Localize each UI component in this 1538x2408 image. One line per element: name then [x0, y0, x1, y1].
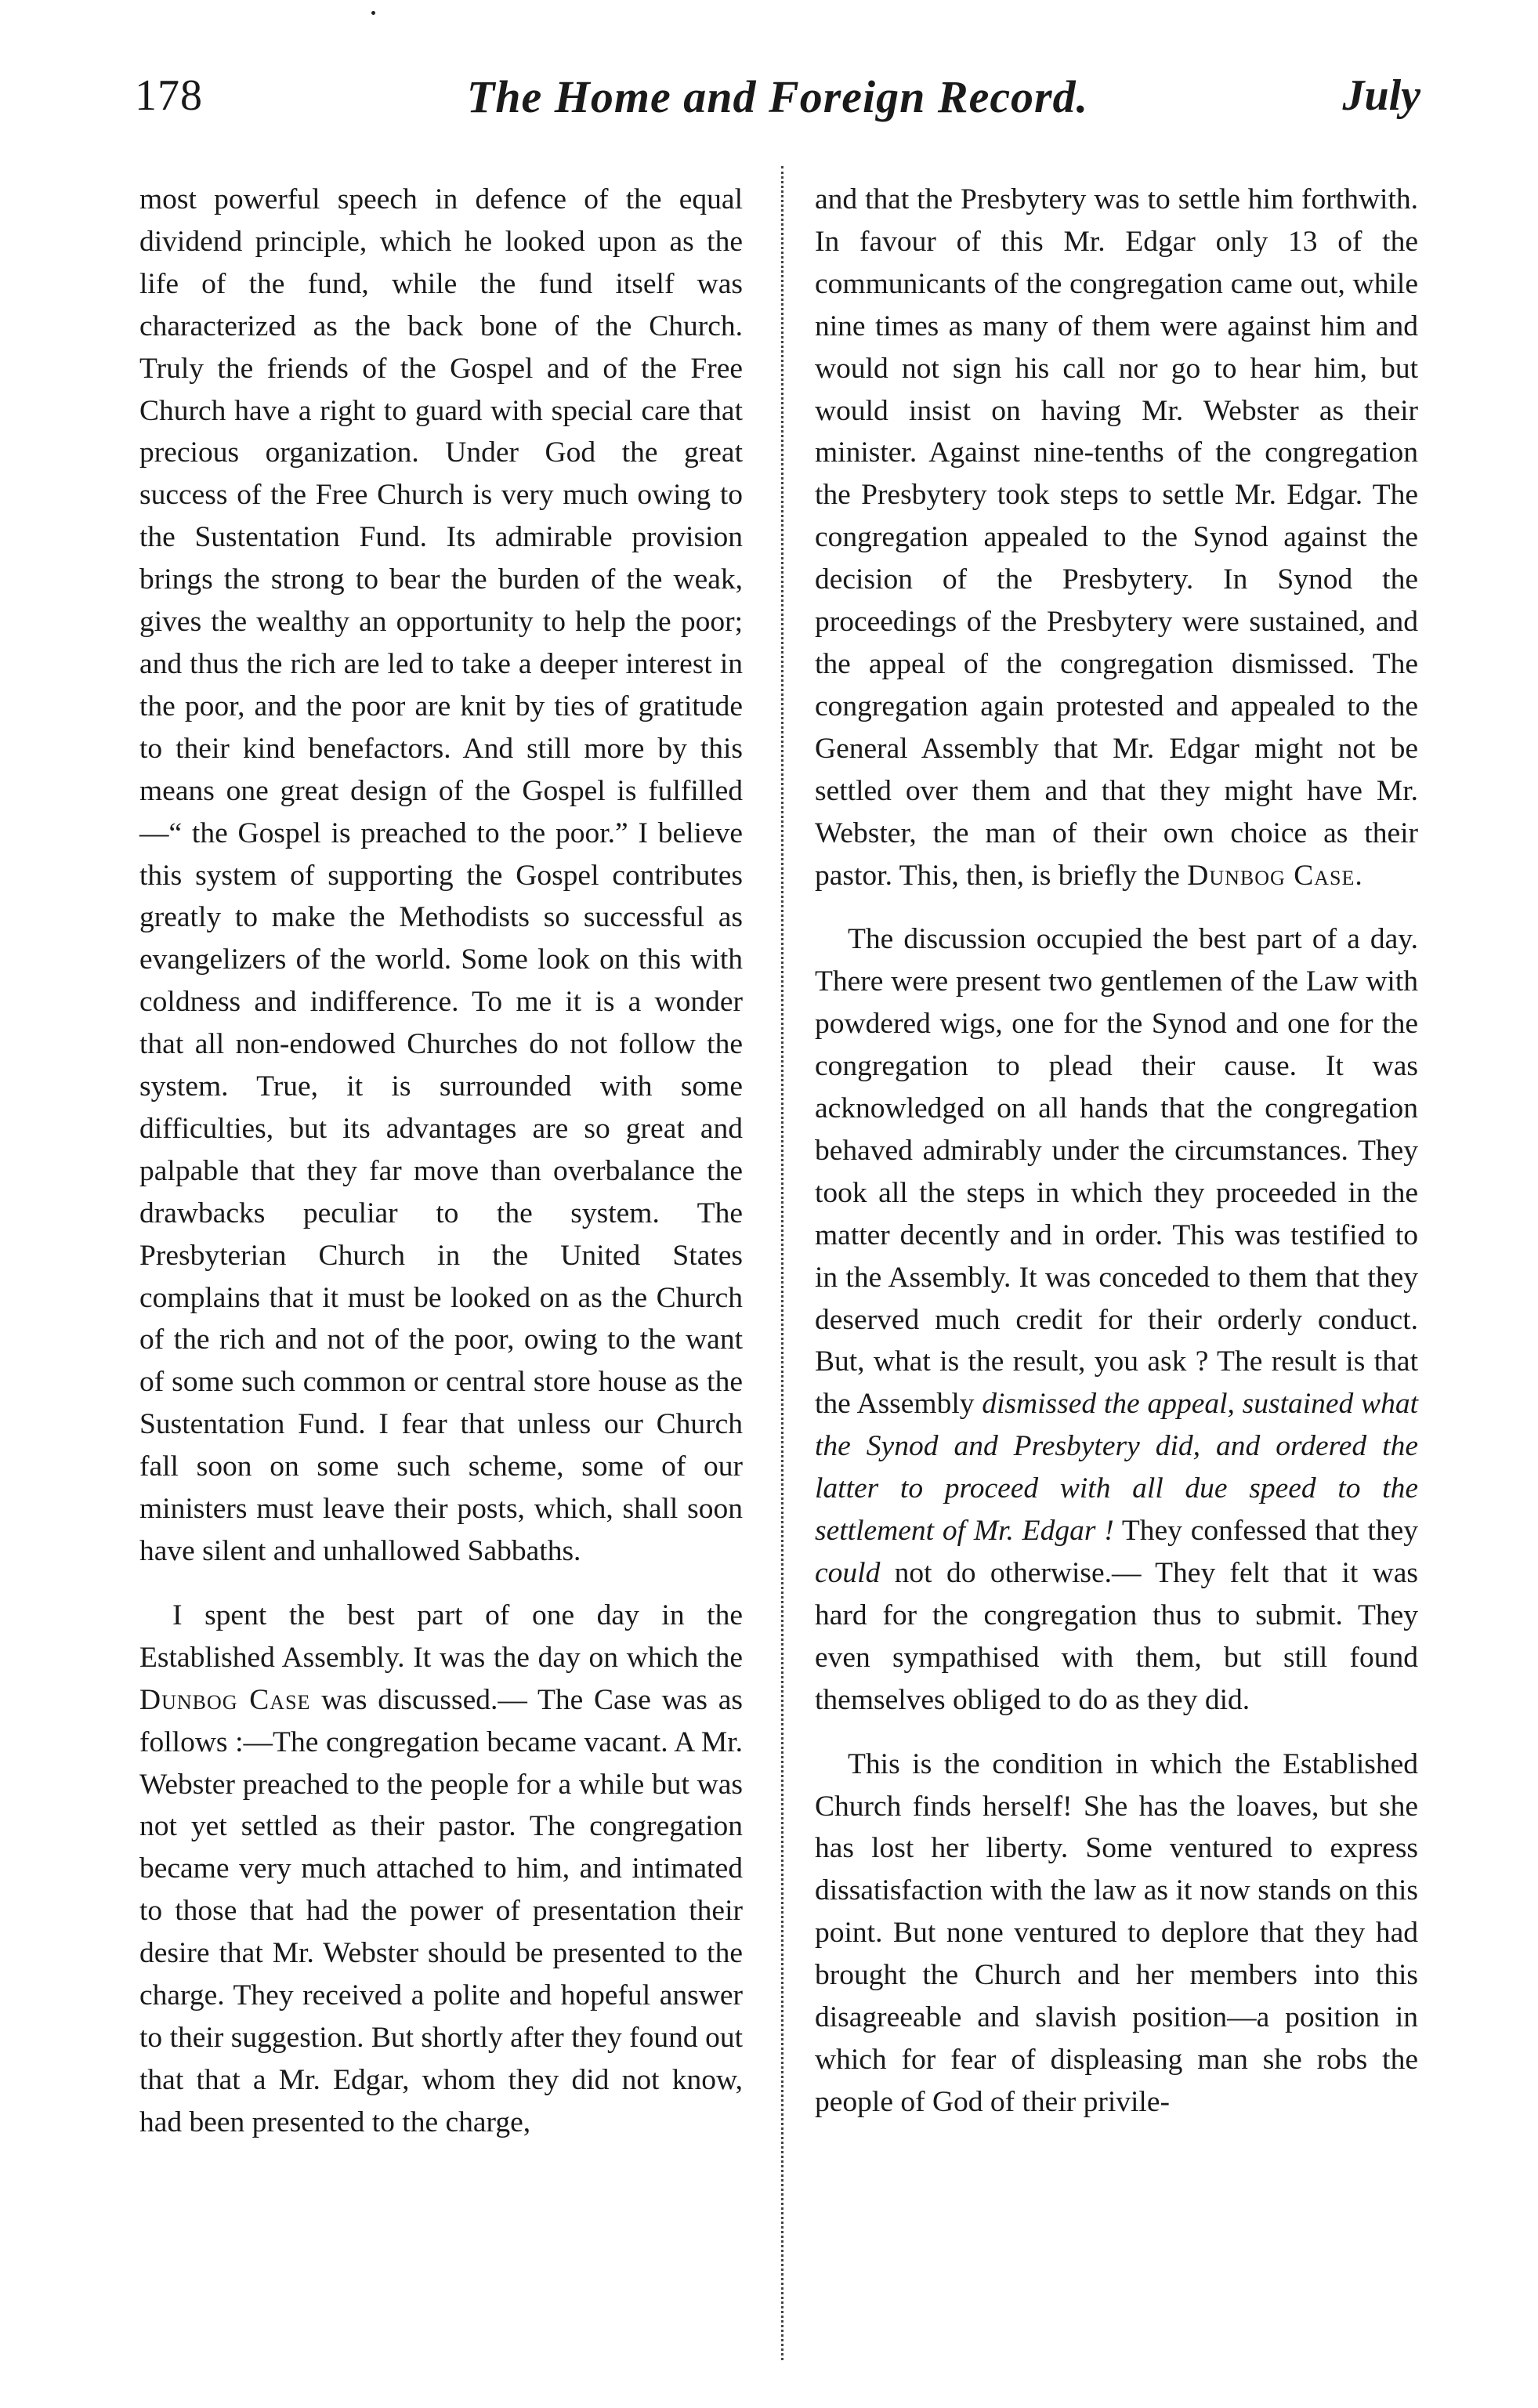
column-divider: [781, 166, 783, 2360]
right-p1-text: and that the Presbytery was to settle him forthwith. In favour of this Mr. Edgar only 13 of the communicants of the congregation came out, while nine times as many of them were against him and would not sign his call nor go to hear him, but would insist on having Mr. Webster as their minister. Against nine-tenths of the congregation the Presbytery took steps to settle Mr. Edgar. The congregation appealed to the Synod against the decision of the Presbytery. In Synod the proceedings of the Presbytery were sustained, and the appeal of the congregation dismissed. The congregation again protested and appealed to the General Assembly that Mr. Edgar might not be settled over them and that they might have Mr. Webster, the man of their own choice as their pastor. This, then, is briefly the: [815, 183, 1418, 892]
page-number: 178: [135, 71, 203, 120]
right-paragraph-2: [815, 918, 1418, 1721]
dunbog-case-label: Dunbog Case: [139, 1683, 311, 1716]
right-p2-text-b: They confessed that they: [1113, 1515, 1418, 1548]
dunbog-case-label-2: Dunbog Case.: [1187, 859, 1363, 892]
right-p2-text-a: The discussion occupied the best part of a day. There were present two gentlemen of the Law with powdered wigs, one for the Synod and one for the congregation to plead their cause. It was acknowledged on all hands that the congregation behaved admirably under the circumstances. They took all the steps in which they proceeded in the matter decently and in order. This was testified to in the Assembly. It was conceded to them that they deserved much credit for their orderly conduct. But, what is the result, you ask ? The result is that the Assembly: [815, 923, 1418, 1421]
left-p2-text-b: was discussed.— The Case was as follows :—The congregation became vacant. A Mr. Webster preached to the people for a while but was not yet settled as their pastor. The congregation became very much attached to him, and intimated to those that had the power of presentation their desire that Mr. Webster should be presented to the charge. They received a polite and hopeful answer to their suggestion. But shortly after they found out that that a Mr. Edgar, whom they did not know, had been presented to the charge,: [139, 1683, 743, 2138]
right-p2-text-c: not do otherwise.— They felt that it was hard for the congregation thus to submit. They even sympathised with them, but still found themselves obliged to do as they did.: [815, 1557, 1418, 1716]
page-header: [135, 71, 1420, 133]
left-column: [139, 179, 743, 2144]
left-paragraph-1: most powerful speech in defence of the equal dividend principle, which he looked upon as the life of the fund, while the fund itself was characterized as the back bone of the Church. Truly the friends of the Gospel and of the Free Church have a right to guard with special care that precious organization. Under God the great success of the Free Church is very much owing to the Sustentation Fund. Its admirable provision brings the strong to bear the burden of the weak, gives the wealthy an opportunity to help the poor; and thus the rich are led to take a deeper interest in the poor, and the poor are knit by ties of gratitude to their kind benefactors. And still more by this means one great design of the Gospel is fulfilled—“ the Gospel is preached to the poor.” I believe this system of supporting the Gospel contributes greatly to make the Methodists so successful as evangelizers of the world. Some look on this with coldness and indifference. To me it is a wonder that all non-endowed Churches do not follow the system. True, it is surrounded with some difficulties, but its advantages are so great and palpable that they far move than overbalance the drawbacks peculiar to the system. The Presbyterian Church in the United States complains that it must be looked on as the Church of the rich and not of the poor, owing to the want of some such common or central store house as the Sustentation Fund. I fear that unless our Church fall soon on some such scheme, some of our ministers must leave their posts, which, shall soon have silent and unhallowed Sabbaths.: [139, 183, 743, 1567]
right-paragraph-1: [815, 179, 1418, 896]
left-paragraph-2: [139, 1595, 743, 2144]
assembly-decision-italic: dismissed the appeal, sustained what the Synod and Presbytery did, and ordered the latter to proceed with all due speed to the settlement of Mr. Edgar !: [815, 1388, 1418, 1548]
right-column: [815, 179, 1418, 2124]
running-month: July: [1342, 71, 1420, 120]
ink-speck: [371, 11, 375, 15]
could-italic: could: [815, 1557, 881, 1589]
right-paragraph-3: This is the condition in which the Established Church finds herself! She has the loaves, but she has lost her liberty. Some ventured to express dissatisfaction with the law as it now stands on this point. But none ventured to deplore that they had brought the Church and her members into this disagreeable and slavish position—a position in which for fear of displeasing man she robs the people of God of their privile-: [815, 1747, 1418, 2118]
left-p2-text-a: I spent the best part of one day in the Established Assembly. It was the day on which the: [139, 1599, 743, 1674]
running-title: The Home and Foreign Record.: [466, 71, 1089, 122]
